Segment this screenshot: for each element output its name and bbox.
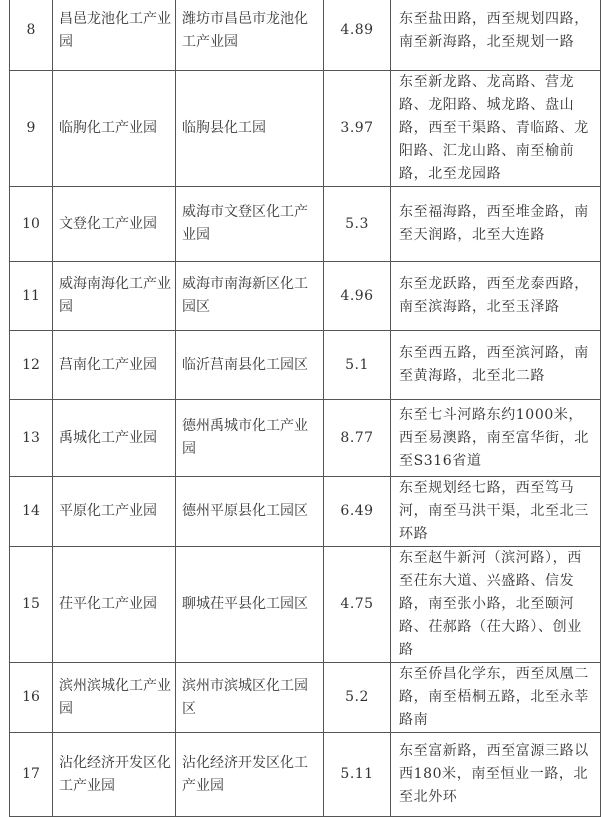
park-location: 德州平原县化工园区 bbox=[176, 477, 324, 547]
row-number: 9 bbox=[10, 71, 53, 187]
park-name: 威海南海化工产业园 bbox=[53, 262, 176, 331]
row-number: 16 bbox=[10, 663, 53, 733]
park-boundary: 东至西五路，西至滨河路，南至黄海路，北至北二路 bbox=[391, 331, 601, 400]
table-row bbox=[10, 547, 601, 663]
park-location: 德州禹城市化工产业园 bbox=[176, 400, 324, 477]
park-area: 8.77 bbox=[324, 400, 391, 477]
park-area: 6.49 bbox=[324, 477, 391, 547]
row-number: 13 bbox=[10, 400, 53, 477]
park-location: 威海市南海新区化工园区 bbox=[176, 262, 324, 331]
row-number: 10 bbox=[10, 187, 53, 262]
park-boundary: 东至规划经七路，西至笃马河，南至马洪干渠，北至北三环路 bbox=[391, 477, 601, 547]
row-number: 17 bbox=[10, 733, 53, 817]
park-area: 4.89 bbox=[324, 0, 391, 71]
park-area: 4.75 bbox=[324, 547, 391, 663]
park-location: 沾化经济开发区化工产业园 bbox=[176, 733, 324, 817]
row-number: 11 bbox=[10, 262, 53, 331]
table-row bbox=[10, 663, 601, 733]
park-location: 临朐县化工园 bbox=[176, 71, 324, 187]
park-name: 沾化经济开发区化工产业园 bbox=[53, 733, 176, 817]
row-number: 8 bbox=[10, 0, 53, 71]
park-boundary: 东至龙跃路，西至龙泰西路，南至滨海路，北至玉泽路 bbox=[391, 262, 601, 331]
park-location: 聊城茌平县化工园区 bbox=[176, 547, 324, 663]
park-area: 3.97 bbox=[324, 71, 391, 187]
table-row bbox=[10, 0, 601, 71]
park-name: 临朐化工产业园 bbox=[53, 71, 176, 187]
park-area: 5.11 bbox=[324, 733, 391, 817]
table-row bbox=[10, 733, 601, 817]
park-area: 4.96 bbox=[324, 262, 391, 331]
park-name: 滨州滨城化工产业园 bbox=[53, 663, 176, 733]
table-row bbox=[10, 400, 601, 477]
park-area: 5.3 bbox=[324, 187, 391, 262]
park-location: 滨州市滨城区化工园区 bbox=[176, 663, 324, 733]
park-name: 平原化工产业园 bbox=[53, 477, 176, 547]
table-row bbox=[10, 187, 601, 262]
park-boundary: 东至新龙路、龙高路、营龙路、龙阳路、城龙路、盘山路，西至干渠路、青临路、龙阳路、汇龙山路、南至榆前路，北至龙园路 bbox=[391, 71, 601, 187]
park-area: 5.2 bbox=[324, 663, 391, 733]
park-location: 临沂莒南县化工园区 bbox=[176, 331, 324, 400]
table-row bbox=[10, 71, 601, 187]
park-name: 昌邑龙池化工产业园 bbox=[53, 0, 176, 71]
park-boundary: 东至七斗河路东约1000米，西至易澳路，南至富华街，北至S316省道 bbox=[391, 400, 601, 477]
row-number: 14 bbox=[10, 477, 53, 547]
park-name: 茌平化工产业园 bbox=[53, 547, 176, 663]
park-location: 威海市文登区化工产业园 bbox=[176, 187, 324, 262]
row-number: 15 bbox=[10, 547, 53, 663]
park-boundary: 东至福海路，西至堆金路，南至天润路，北至大连路 bbox=[391, 187, 601, 262]
park-name: 文登化工产业园 bbox=[53, 187, 176, 262]
table-row bbox=[10, 331, 601, 400]
park-name: 禹城化工产业园 bbox=[53, 400, 176, 477]
park-location: 潍坊市昌邑市龙池化工产业园 bbox=[176, 0, 324, 71]
table-row bbox=[10, 477, 601, 547]
row-number: 12 bbox=[10, 331, 53, 400]
chemical-park-table bbox=[9, 0, 601, 817]
park-boundary: 东至盐田路，西至规划四路，南至新海路，北至规划一路 bbox=[391, 0, 601, 71]
park-boundary: 东至富新路，西至富源三路以西180米，南至恒业一路，北至北外环 bbox=[391, 733, 601, 817]
table-row bbox=[10, 262, 601, 331]
park-name: 莒南化工产业园 bbox=[53, 331, 176, 400]
park-area: 5.1 bbox=[324, 331, 391, 400]
park-boundary: 东至侨昌化学东，西至凤凰二路，南至梧桐五路，北至永莘路南 bbox=[391, 663, 601, 733]
park-boundary: 东至赵牛新河（滨河路），西至茌东大道、兴盛路、信发路，南至张小路，北至颐河路、茌郝路（茌大路）、创业路 bbox=[391, 547, 601, 663]
